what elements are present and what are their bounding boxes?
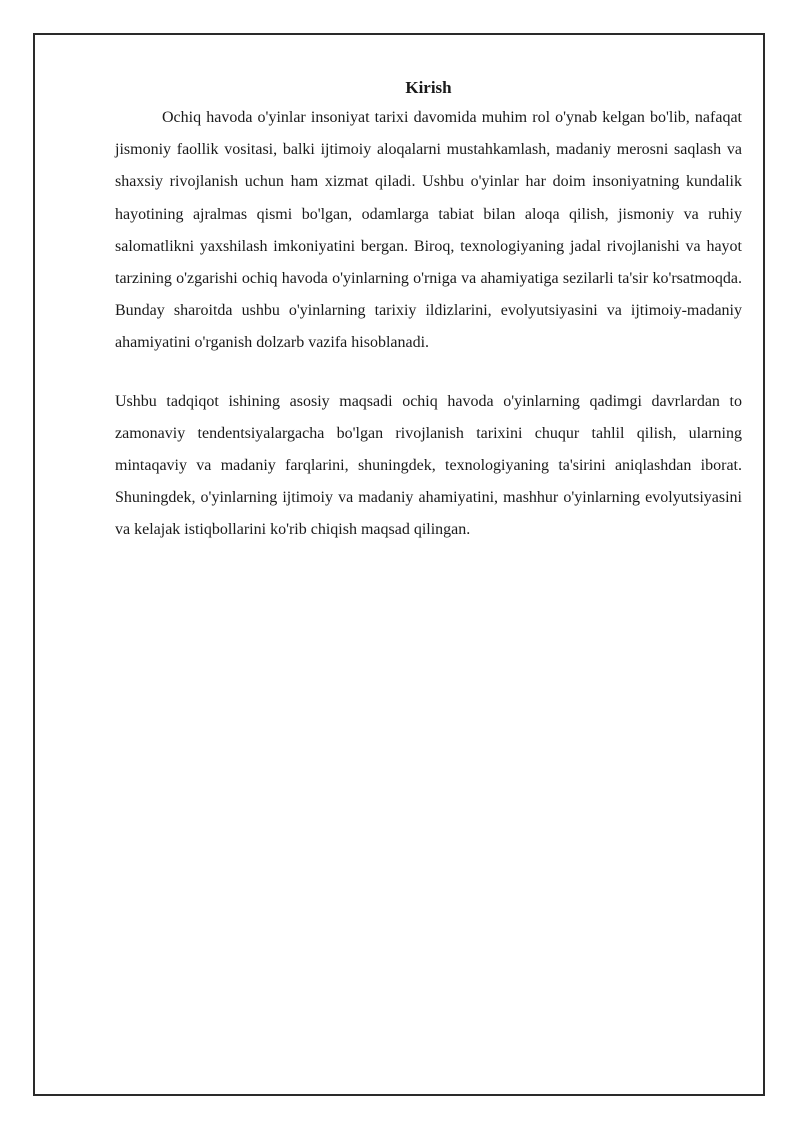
- document-body: [115, 77, 742, 547]
- intro-paragraph: Ochiq havoda o'yinlar insoniyat tarixi davomida muhim rol o'ynab kelgan bo'lib, nafaqat jismoniy faollik vositasi, balki ijtimoiy aloqalarni mustahkamlash, madaniy merosni saqlash va shaxsiy rivojlanish uchun ham xizmat qiladi. Ushbu o'yinlar har doim insoniyatning kundalik hayotining ajralmas qismi bo'lgan, odamlarga tabiat bilan aloqa qilish, jismoniy va ruhiy salomatlikni yaxshilash imkoniyatini bergan. Biroq, texnologiyaning jadal rivojlanishi va hayot tarzining o'zgarishi ochiq havoda o'yinlarning o'rniga va ahamiyatiga sezilarli ta'sir ko'rsatmoqda. Bunday sharoitda ushbu o'yinlarning tarixiy ildizlarini, evolyutsiyasini va ijtimoiy-madaniy ahamiyatini o'rganish dolzarb vazifa hisoblanadi.: [115, 109, 742, 352]
- section-title: Kirish: [405, 78, 452, 97]
- purpose-paragraph: Ushbu tadqiqot ishining asosiy maqsadi ochiq havoda o'yinlarning qadimgi davrlardan to zamonaviy tendentsiyalargacha bo'lgan rivojlanish tarixini chuqur tahlil qilish, ularning mintaqaviy va madaniy farqlarini, shuningdek, texnologiyaning ta'sirini aniqlashdan iborat. Shuningdek, o'yinlarning ijtimoiy va madaniy ahamiyatini, mashhur o'yinlarning evolyutsiyasini va kelajak istiqbollarini ko'rib chiqish maqsad qilingan.: [115, 392, 742, 539]
